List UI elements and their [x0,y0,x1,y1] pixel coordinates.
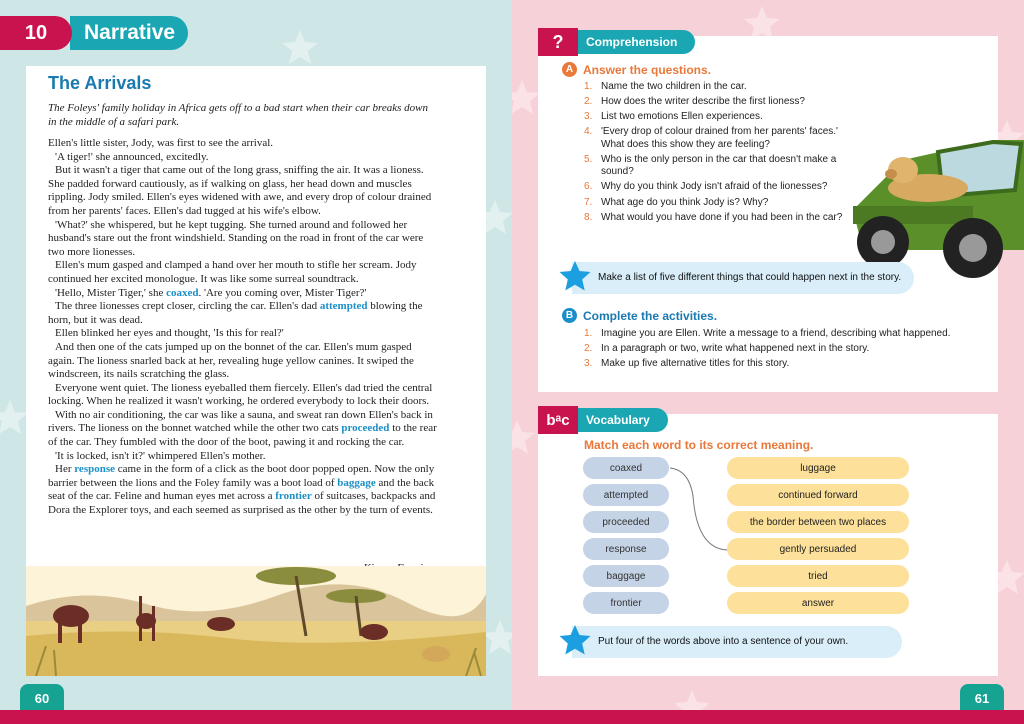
vocabulary-card [538,411,998,676]
list-item [584,111,849,124]
story-paragraph [48,450,440,464]
story-paragraph [48,382,440,409]
vocabulary-keyword: baggage [337,476,376,489]
story-text: of suitcases, backpacks and Dora the Explorer toys, and each seemed as surprised as the other by the turn of events. [48,490,436,517]
comprehension-label: Comprehension [578,30,695,54]
question-number: 2. [584,96,593,108]
story-body [48,137,440,518]
list-item [584,212,849,225]
right-page [512,0,1024,724]
question-text: Why do you think Jody isn't afraid of the lionesses? [601,181,828,193]
story-text: But it wasn't a tiger that came out of the long grass, sniffing the air. It was a lioness. She padded forward cautiously, as if walking on glass, her head down and muscles rippling. Jody smiled. Ellen's eyes widened with awe, and every drop of colour drained from her parents' faces. Ellen's dad tugged at his wife's elbow. [48,164,432,217]
story-text: With no air conditioning, the car was like a sauna, and sweat ran down Ellen's back in rivers. The lioness on the bonnet watched while the other two cats [48,408,433,435]
question-text: Name the two children in the car. [601,81,747,92]
comprehension-card [538,31,998,392]
story-text: Ellen blinked her eyes and thought, 'Is this for real?' [55,327,284,340]
star-icon [558,624,592,658]
activity-number: 1. [584,328,593,339]
story-text: blowing the horn, but it was dead. [48,300,423,326]
matching-line [669,466,731,556]
unit-number-tab [0,16,72,50]
unit-title-text: Narrative [84,21,176,44]
story-paragraph [48,259,440,286]
story-title: The Arrivals [48,73,152,93]
list-item [584,81,849,94]
story-paragraph [48,327,440,341]
savanna-illustration [26,566,486,676]
list-item [584,197,849,210]
story-paragraph [48,137,440,151]
meaning-pill-continued-forward[interactable]: continued forward [727,484,909,506]
word-pill-frontier[interactable]: frontier [583,592,669,614]
unit-number: 10 [24,21,48,44]
story-text: . 'Are you coming over, Mister Tiger?' [198,286,367,299]
list-item [584,154,849,179]
list-item [584,343,954,356]
question-number: 1. [584,81,593,92]
page-number-right-text: 61 [974,690,990,706]
meaning-pill-gently-persuaded[interactable]: gently persuaded [727,538,909,560]
section-a-callout-text: Make a list of five different things that could happen next in the story. [598,271,902,283]
word-pill-response[interactable]: response [583,538,669,560]
activity-number: 2. [584,343,593,355]
story-text: Ellen's little sister, Jody, was first to see the arrival. [48,137,274,149]
vocabulary-header [538,406,668,434]
story-text: and the back seat of the car. Feline and human eyes met across a [48,476,435,503]
activity-text: Imagine you are Ellen. Write a message to a friend, describing what happened. [601,328,951,339]
page-number-right [960,684,1004,712]
bottom-bar [0,710,1024,724]
question-number: 5. [584,153,593,165]
vocabulary-keyword: proceeded [341,422,390,435]
story-text: to the rear of the car. They fumbled with the door of the boot, pawing it and rocking the car. [48,422,437,449]
story-text: 'Hello, Mister Tiger,' she [55,286,167,299]
questions-list [584,81,849,227]
question-mark-glyph: ? [552,31,564,52]
jeep-lioness-illustration [843,130,1024,280]
story-text: 'It is locked, isn't it?' whimpered Ellen's mother. [55,449,266,462]
question-number: 7. [584,196,593,208]
list-item [584,126,849,151]
section-a-heading-text: Answer the questions. [583,62,712,77]
list-item [584,328,954,341]
story-text: 'What?' she whispered, but he kept tugging. She turned around and followed her husband's stare out the front windshield. Standing on the road in front of the car were two more lionesses. [48,218,424,258]
meaning-pill-answer[interactable]: answer [727,592,909,614]
story-paragraph [48,463,440,517]
vocabulary-keyword: attempted [319,300,368,313]
word-pill-coaxed[interactable]: coaxed [583,457,669,479]
list-item [584,96,849,109]
activity-number: 3. [584,358,593,370]
story-intro: The Foleys' family holiday in Africa gets off to a bad start when their car breaks down in the middle of a safari park. [48,102,428,128]
vocabulary-keyword: response [74,463,115,476]
meaning-pill-tried[interactable]: tried [727,565,909,587]
star-icon [558,260,592,294]
section-b-heading [562,308,717,323]
list-item [584,358,954,371]
question-text: List two emotions Ellen experiences. [601,111,763,123]
vocabulary-callout-text: Put four of the words above into a sentence of your own. [598,635,849,647]
section-b-badge: B [562,308,577,323]
story-paragraph [48,300,440,327]
activity-text: In a paragraph or two, write what happened next in the story. [601,343,870,355]
meaning-pill-luggage[interactable]: luggage [727,457,909,479]
question-mark-icon [538,28,578,56]
comprehension-header [538,28,695,56]
abc-glyph: bᵃc [546,411,570,429]
story-card [26,66,486,676]
question-text: What would you have done if you had been in the car? [601,211,843,223]
story-paragraph [48,164,440,218]
question-text: Who is the only person in the car that doesn't make a sound? [601,153,837,178]
story-paragraph [48,151,440,165]
activities-list [584,328,954,373]
word-pill-proceeded[interactable]: proceeded [583,511,669,533]
question-number: 4. [584,126,593,138]
question-number: 6. [584,181,593,193]
unit-title [70,16,188,50]
section-a-badge: A [562,62,577,77]
section-a-heading [562,62,711,77]
question-text: How does the writer describe the first lioness? [601,96,805,108]
question-number: 3. [584,111,593,123]
question-text: What age do you think Jody is? Why? [601,196,769,208]
story-text: The three lionesses crept closer, circling the car. Ellen's dad [55,300,320,313]
abc-icon [538,406,578,434]
story-text: Ellen's mum gasped and clamped a hand over her mouth to stifle her scream. Jody continued her excited monologue. It was like some surreal soundtrack. [48,259,417,285]
activity-text: Make up five alternative titles for this story. [601,358,790,370]
story-paragraph [48,409,440,450]
vocabulary-callout [572,626,902,658]
story-paragraph [48,287,440,301]
page-number-left [20,684,64,712]
story-paragraph [48,219,440,260]
story-text: Everyone went quiet. The lioness eyeballed them fiercely. Ellen's dad tried the central locking. When he realized it wasn't working, he ordered everybody to lock their doors. [48,381,433,408]
meaning-pill-border[interactable]: the border between two places [727,511,909,533]
story-text: Her [55,463,75,476]
word-pill-attempted[interactable]: attempted [583,484,669,506]
story-text: came in the form of a click as the boot door popped open. Now the only barrier between the lions and the Foley family was a boot load of [48,463,435,489]
word-pill-baggage[interactable]: baggage [583,565,669,587]
page-number-left-text: 60 [34,690,50,706]
question-number: 8. [584,211,593,223]
question-text: 'Every drop of colour drained from her parents' faces.' What does this show they are feeling? [601,126,838,150]
list-item [584,181,849,194]
section-a-callout [572,262,914,294]
vocabulary-instruction: Match each word to its correct meaning. [584,438,814,452]
story-text: And then one of the cats jumped up on the bonnet of the car. Ellen's mum gasped again. The lioness snarled back at her, revealing huge yellow canines. It swiped the windscreen, its nails scratching the glass. [48,340,414,381]
story-paragraph [48,341,440,382]
section-b-heading-text: Complete the activities. [583,308,718,323]
story-text: 'A tiger!' she announced, excitedly. [55,150,209,163]
vocabulary-keyword: frontier [275,490,312,503]
vocabulary-keyword: coaxed [166,286,199,299]
vocabulary-label: Vocabulary [578,408,668,432]
